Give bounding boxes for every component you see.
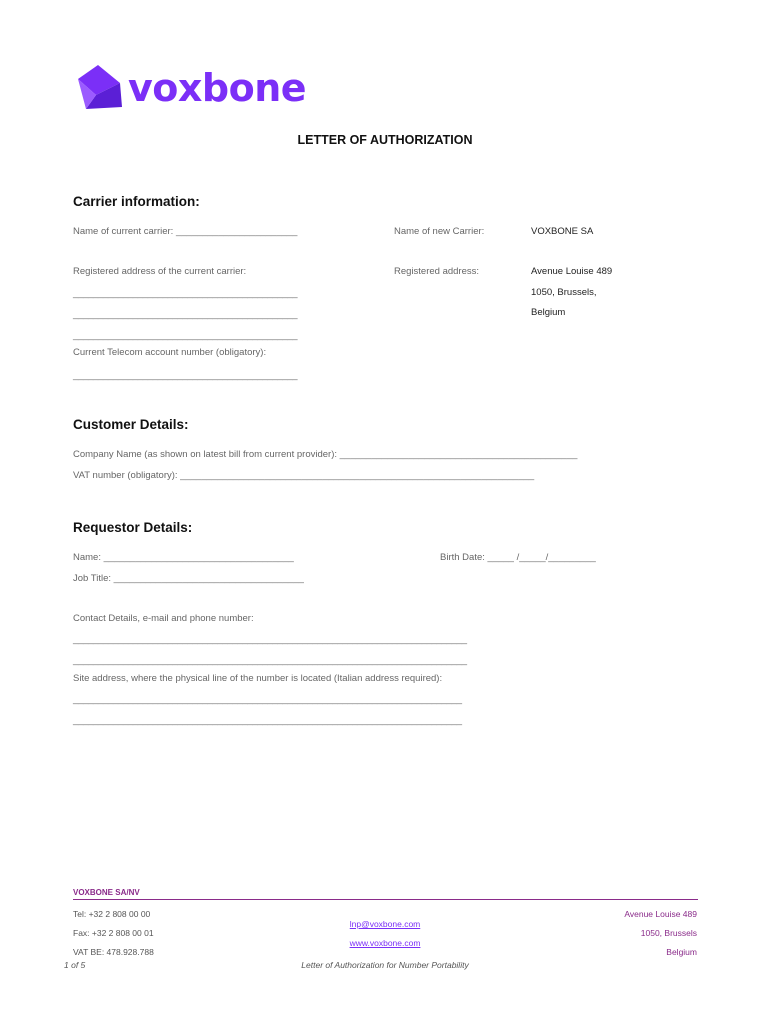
account-label: Current Telecom account number (obligatory): [73, 347, 267, 358]
footer-document-name: Letter of Authorization for Number Portability [301, 960, 469, 970]
footer-divider [73, 899, 698, 900]
footer-fax: Fax: +32 2 808 00 01 [73, 928, 154, 938]
company-name-field[interactable]: Company Name (as shown on latest bill from current provider): _____________________________________________ [73, 449, 578, 460]
footer-address-line-2: 1050, Brussels [640, 928, 697, 938]
site-address-line-1[interactable]: ______________________________________________________________________________ [73, 694, 462, 705]
site-address-line-2[interactable]: ______________________________________________________________________________ [73, 715, 462, 726]
document-title: LETTER OF AUTHORIZATION [297, 133, 473, 147]
current-carrier-field[interactable]: Name of current carrier: _______________________ [73, 226, 298, 237]
new-carrier-label: Name of new Carrier: [394, 226, 485, 237]
address-line-1: Avenue Louise 489 [531, 266, 613, 277]
footer-address-line-3: Belgium [666, 947, 697, 957]
customer-heading: Customer Details: [73, 417, 189, 432]
footer-company: VOXBONE SA/NV [73, 888, 140, 897]
current-address-label: Registered address of the current carrier: [73, 266, 247, 277]
address-label: Registered address: [394, 266, 480, 277]
requestor-heading: Requestor Details: [73, 520, 193, 535]
page-number: 1 of 5 [64, 960, 86, 970]
footer-vat: VAT BE: 478.928.788 [73, 947, 154, 957]
account-line[interactable]: _____________________________________________ [73, 370, 298, 381]
contact-line-1[interactable]: _______________________________________________________________________________ [73, 634, 467, 645]
brand-name: voxbone [128, 66, 307, 110]
current-address-line-2[interactable]: _____________________________________________ [73, 309, 298, 320]
footer-website-link[interactable]: www.voxbone.com [349, 938, 421, 948]
carrier-heading: Carrier information: [73, 194, 200, 209]
footer-email-link[interactable]: lnp@voxbone.com [349, 919, 421, 929]
birth-date-field[interactable]: Birth Date: _____ /_____/_________ [440, 552, 596, 563]
address-line-2: 1050, Brussels, [531, 287, 597, 298]
address-line-3: Belgium [531, 307, 566, 318]
site-address-label: Site address, where the physical line of the number is located (Italian address required): [73, 673, 443, 684]
contact-label: Contact Details, e-mail and phone number: [73, 613, 254, 624]
vat-number-field[interactable]: VAT number (obligatory): ___________________________________________________________________ [73, 470, 535, 481]
name-field[interactable]: Name: ____________________________________ [73, 552, 294, 563]
current-address-line-3[interactable]: _____________________________________________ [73, 330, 298, 341]
job-title-field[interactable]: Job Title: ____________________________________ [73, 573, 304, 584]
contact-line-2[interactable]: _______________________________________________________________________________ [73, 655, 467, 666]
footer-tel: Tel: +32 2 808 00 00 [73, 909, 151, 919]
current-address-line-1[interactable]: _____________________________________________ [73, 288, 298, 299]
footer-address-line-1: Avenue Louise 489 [624, 909, 697, 919]
voxbone-logo-icon [76, 63, 126, 111]
new-carrier-value: VOXBONE SA [531, 226, 594, 237]
